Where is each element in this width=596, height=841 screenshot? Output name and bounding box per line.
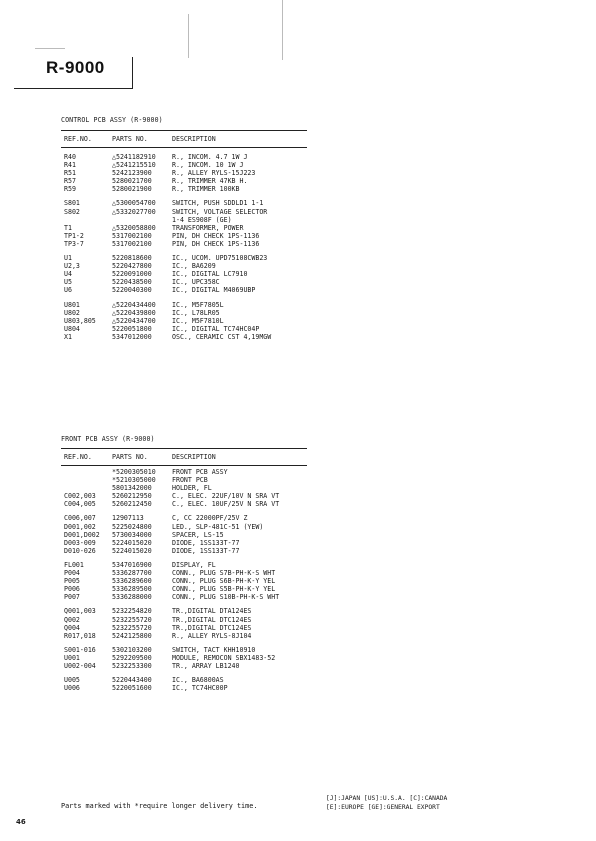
description-cell: LED., SLP-481C-51 (YEW)	[172, 522, 264, 531]
parts-no-cell: 5220818600	[112, 254, 152, 263]
parts-no-cell: △5241215510	[112, 161, 156, 170]
parts-no-cell: 5232255720	[112, 623, 152, 632]
description-cell: CONN., PLUG S6B-PH-K-Y YEL	[172, 577, 276, 586]
ref-no-cell: S001-016	[64, 645, 96, 654]
description-cell: DIODE, 1SS133T-77	[172, 546, 240, 555]
page-number: 46	[16, 818, 26, 826]
ref-no-cell: R59	[64, 185, 76, 194]
parts-no-cell: 5260212450	[112, 500, 152, 509]
ref-no-cell: U804	[64, 324, 80, 333]
description-cell: SWITCH, PUSH SDDLD1 1-1	[172, 199, 264, 208]
parts-no-cell: 5220427800	[112, 262, 152, 271]
ref-no-cell: C002,003	[64, 492, 96, 501]
parts-no-cell: 5336289500	[112, 585, 152, 594]
description-cell: 1-4 ES908F (GE)	[172, 215, 232, 224]
description-cell: CONN., PLUG S5B-PH-K-Y YEL	[172, 585, 276, 594]
ref-no-cell: U6	[64, 286, 72, 295]
ref-no-cell: R57	[64, 177, 76, 186]
control-section-title: CONTROL PCB ASSY (R-9000)	[61, 116, 163, 124]
ref-no-cell: TP3-7	[64, 239, 84, 248]
ref-no-cell: P004	[64, 569, 80, 578]
description-cell: C., ELEC. 10UF/25V N SRA VT	[172, 500, 280, 509]
parts-no-cell: 5336287700	[112, 569, 152, 578]
ref-no-cell: U006	[64, 684, 80, 693]
description-cell: R., TRIMMER 47KB H.	[172, 177, 248, 186]
parts-no-cell: *5200305010	[112, 468, 156, 476]
parts-no-cell: 5220051800	[112, 324, 152, 333]
ref-no-cell: D001,D002	[64, 530, 100, 539]
description-cell: HOLDER, FL	[172, 484, 212, 493]
description-cell: TR.,DIGITAL DTC124ES	[172, 615, 252, 624]
parts-no-cell: 5280021900	[112, 185, 152, 194]
ref-no-cell: U5	[64, 278, 72, 287]
parts-no-cell: 5317002100	[112, 231, 152, 240]
ref-no-header: REF.NO.	[64, 453, 92, 461]
ref-no-cell: Q004	[64, 623, 80, 632]
parts-no-cell: 5220040300	[112, 286, 152, 295]
description-cell: CONN., PLUG S10B-PH-K-S WHT	[172, 593, 280, 602]
description-cell: IC., BA6209	[172, 262, 216, 271]
description-cell: TR.,DIGITAL DTC124ES	[172, 623, 252, 632]
parts-no-cell: 5220438500	[112, 278, 152, 287]
description-cell: C, CC 22000PF/25V Z	[172, 514, 248, 523]
ref-no-cell: U803,805	[64, 316, 96, 325]
parts-no-cell: 5317002100	[112, 239, 152, 248]
ref-no-cell: U002-004	[64, 661, 96, 670]
legend-line: [E]:EUROPE [GE]:GENERAL EXPORT	[326, 803, 440, 811]
description-header: DESCRIPTION	[172, 135, 216, 143]
description-cell: R., ALLEY RYLS-8J104	[172, 631, 252, 640]
ref-no-cell: S802	[64, 207, 80, 216]
ref-no-cell: U1	[64, 254, 72, 263]
description-cell: PIN, DH CHECK 1PS-1136	[172, 239, 260, 248]
parts-no-cell: △5220439800	[112, 308, 156, 317]
ref-no-cell: S801	[64, 199, 80, 208]
parts-no-cell: 5225024800	[112, 522, 152, 531]
parts-no-cell: 5336289600	[112, 577, 152, 586]
ref-no-cell: U801	[64, 300, 80, 309]
ref-no-cell: U005	[64, 676, 80, 685]
parts-no-cell: 5347012000	[112, 332, 152, 341]
description-cell: PIN, DH CHECK 1PS-1136	[172, 231, 260, 240]
parts-no-header: PARTS NO.	[112, 453, 148, 461]
ref-no-cell: Q001,003	[64, 607, 96, 616]
ref-no-cell: R41	[64, 161, 76, 170]
ref-no-cell: C006,007	[64, 514, 96, 523]
front-table-header	[61, 448, 307, 466]
parts-no-cell: △5320058800	[112, 223, 156, 232]
parts-no-cell: 5232254820	[112, 607, 152, 616]
description-cell: SPACER, LS-15	[172, 530, 224, 539]
description-header: DESCRIPTION	[172, 453, 216, 461]
ref-no-cell: R51	[64, 169, 76, 178]
ref-no-cell: X1	[64, 332, 72, 341]
ref-no-cell: U4	[64, 270, 72, 279]
description-cell: FRONT PCB ASSY	[172, 468, 228, 476]
ref-no-cell: R017,018	[64, 631, 96, 640]
description-cell: MODULE, REMOCON SBX1483-52	[172, 653, 276, 662]
scan-artifact	[35, 48, 65, 49]
description-cell: TR., ARRAY LB1240	[172, 661, 240, 670]
ref-no-cell: U802	[64, 308, 80, 317]
parts-no-cell: 5242123900	[112, 169, 152, 178]
parts-no-cell: 5232255720	[112, 615, 152, 624]
description-cell: IC., DIGITAL TC74HC04P	[172, 324, 260, 333]
parts-no-cell: 5220091000	[112, 270, 152, 279]
ref-no-cell: Q002	[64, 615, 80, 624]
parts-no-cell: 5801342000	[112, 484, 152, 493]
control-table-header	[61, 130, 307, 148]
parts-no-cell: △5332027700	[112, 207, 156, 216]
ref-no-cell: P006	[64, 585, 80, 594]
front-section-title: FRONT PCB ASSY (R-9000)	[61, 435, 155, 443]
parts-no-cell: 5224015020	[112, 538, 152, 547]
description-cell: IC., M5F7810L	[172, 316, 224, 325]
ref-no-cell: T1	[64, 223, 72, 232]
description-cell: IC., DIGITAL M4069UBP	[172, 286, 256, 295]
legend-line: [J]:JAPAN [US]:U.S.A. [C]:CANADA	[326, 795, 448, 802]
description-cell: TRANSFORMER, POWER	[172, 223, 244, 232]
ref-no-cell: P005	[64, 577, 80, 586]
description-cell: FRONT PCB	[172, 476, 208, 485]
parts-no-cell: 5347016900	[112, 560, 152, 569]
description-cell: TR.,DIGITAL DTA124ES	[172, 607, 252, 616]
parts-no-cell: 12907113	[112, 514, 144, 523]
description-cell: IC., UCOM. UPD75108CWB23	[172, 254, 268, 263]
ref-no-cell: U2,3	[64, 262, 80, 271]
ref-no-cell: U001	[64, 653, 80, 662]
parts-no-cell: 5730034000	[112, 530, 152, 539]
ref-no-cell: C004,005	[64, 500, 96, 509]
region-legend	[326, 795, 447, 812]
parts-no-cell: △5300054700	[112, 199, 156, 208]
ref-no-cell: P007	[64, 593, 80, 602]
description-cell: SWITCH, VOLTAGE SELECTOR	[172, 207, 268, 216]
description-cell: DISPLAY, FL	[172, 560, 216, 569]
description-cell: DIODE, 1SS133T-77	[172, 538, 240, 547]
parts-no-cell: 5302103200	[112, 645, 152, 654]
ref-no-cell: D001,002	[64, 522, 96, 531]
description-cell: IC., TC74HC00P	[172, 684, 228, 693]
description-cell: IC., UPC358C	[172, 278, 220, 287]
parts-no-cell: *5210305000	[112, 476, 156, 485]
parts-no-cell: 5220443400	[112, 676, 152, 685]
parts-no-cell: 5220051600	[112, 684, 152, 693]
scan-artifact	[282, 0, 283, 60]
description-cell: IC., DIGITAL LC7910	[172, 270, 248, 279]
parts-no-cell: 5260212950	[112, 492, 152, 501]
ref-no-cell: D010-026	[64, 546, 96, 555]
description-cell: R., ALLEY RYLS-15J223	[172, 169, 256, 178]
parts-no-cell: △5241182910	[112, 153, 156, 161]
parts-no-cell: 5292209500	[112, 653, 152, 662]
parts-no-cell: 5280021700	[112, 177, 152, 186]
parts-no-cell: 5242125800	[112, 631, 152, 640]
description-cell: CONN., PLUG S7B-PH-K-S WHT	[172, 569, 276, 578]
parts-no-cell: 5232253300	[112, 661, 152, 670]
delivery-note: Parts marked with *require longer delivery time.	[61, 802, 258, 810]
description-cell: SWITCH, TACT KHH10910	[172, 645, 256, 654]
scan-artifact	[188, 14, 189, 58]
ref-no-header: REF.NO.	[64, 135, 92, 143]
parts-no-cell: 5224015020	[112, 546, 152, 555]
ref-no-cell: FL001	[64, 560, 84, 569]
description-cell: R., INCOM. 10 1W J	[172, 161, 244, 170]
parts-no-cell: △5220434400	[112, 300, 156, 309]
ref-no-cell: R40	[64, 153, 76, 161]
ref-no-cell: TP1-2	[64, 231, 84, 240]
description-cell: C., ELEC. 22UF/10V N SRA VT	[172, 492, 280, 501]
description-cell: OSC., CERAMIC CST 4,19MGW	[172, 332, 272, 341]
ref-no-cell: D003-009	[64, 538, 96, 547]
parts-no-cell: △5220434700	[112, 316, 156, 325]
description-cell: R., INCOM. 4.7 1W J	[172, 153, 248, 161]
description-cell: IC., M5F7805L	[172, 300, 224, 309]
parts-no-header: PARTS NO.	[112, 135, 148, 143]
description-cell: IC., BA6800AS	[172, 676, 224, 685]
parts-no-cell: 5336288000	[112, 593, 152, 602]
description-cell: IC., L78LR05	[172, 308, 220, 317]
model-title: R-9000	[46, 58, 105, 77]
description-cell: R., TRIMMER 100KB	[172, 185, 240, 194]
